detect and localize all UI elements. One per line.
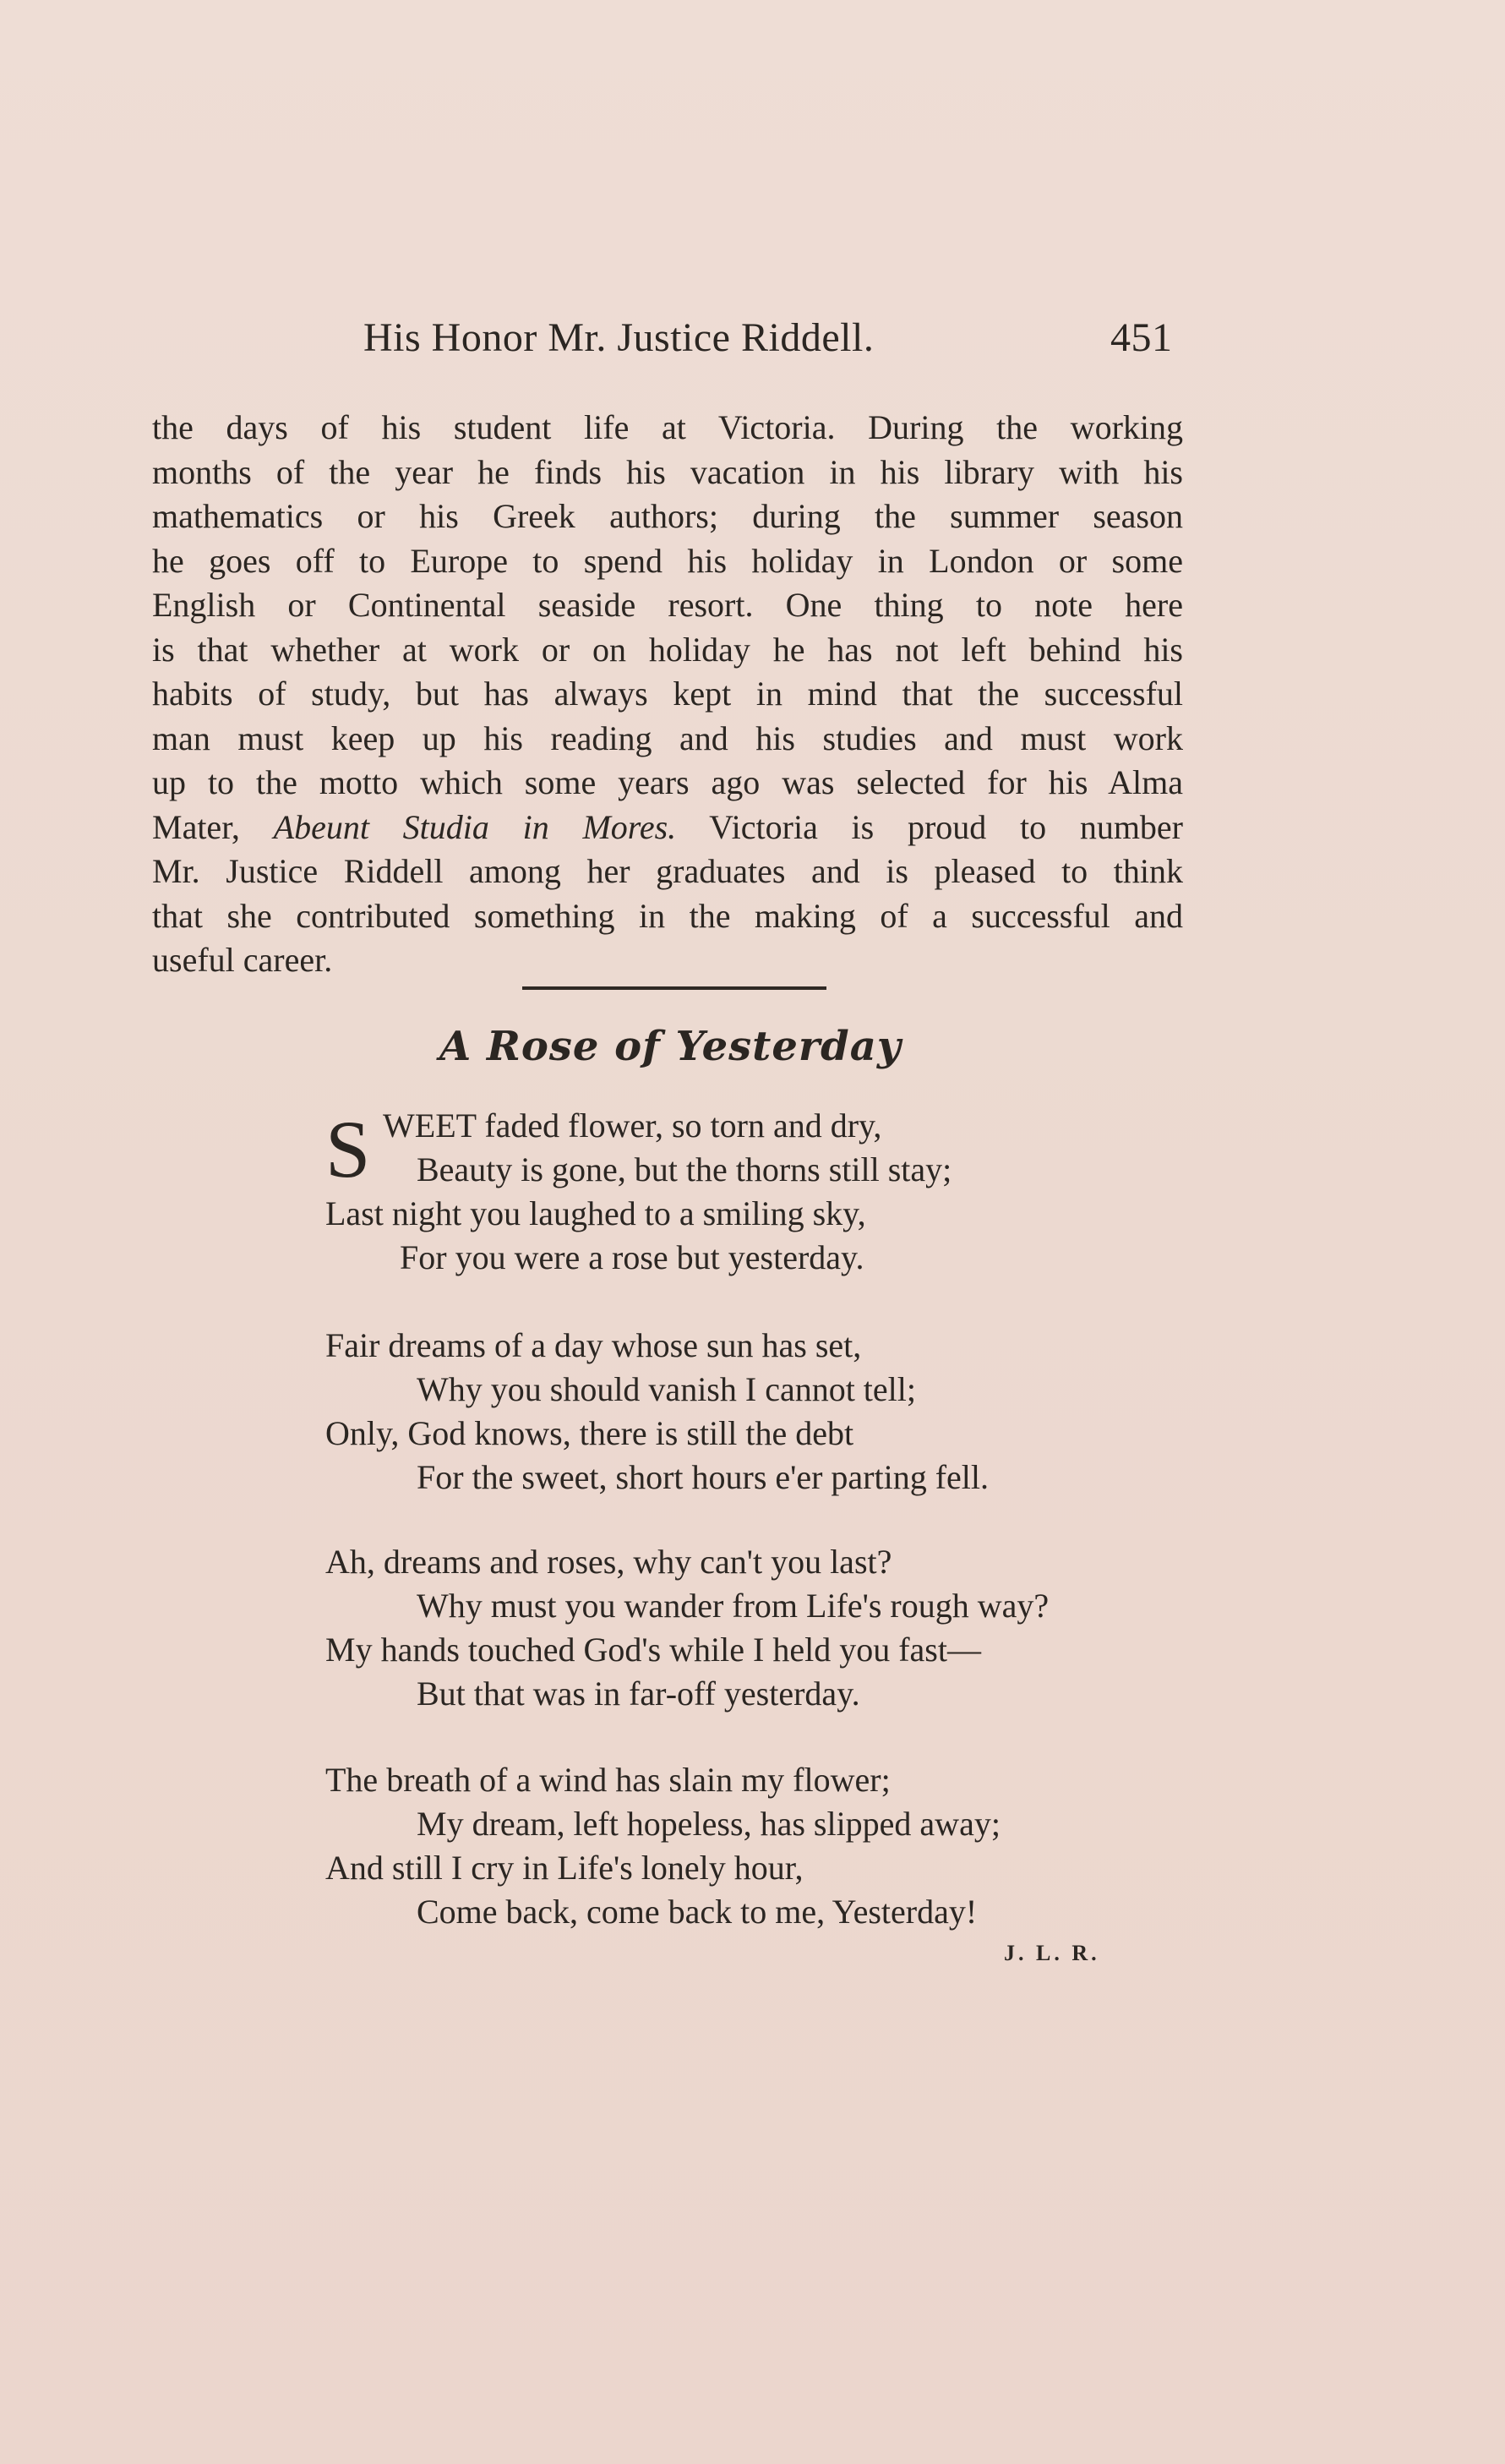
poem-line: WEET faded flower, so torn and dry,: [383, 1106, 882, 1145]
poem-stanza-2: [325, 1324, 1170, 1500]
poem-line: Only, God knows, there is still the debt: [325, 1414, 854, 1452]
poem-line: For the sweet, short hours e'er parting fell.: [417, 1458, 990, 1496]
running-head-title: His Honor Mr. Justice Riddell.: [363, 315, 875, 360]
poem-stanza-3: [325, 1540, 1170, 1716]
prose-line: mathematics or his Greek authors; during the summer season: [152, 497, 1183, 535]
prose-line: is that whether at work or on holiday he has not left behind his: [152, 630, 1183, 669]
prose-paragraph: [152, 406, 1183, 983]
poem-stanza-1: [325, 1104, 1170, 1280]
poem-title: A Rose of Yesterday: [439, 1023, 902, 1070]
motto-prefix: Mater,: [152, 807, 274, 846]
prose-line: that she contributed something in the making of a successful and: [152, 896, 1183, 935]
poem-line: For you were a rose but yesterday.: [400, 1238, 864, 1276]
poem-line: And still I cry in Life's lonely hour,: [325, 1849, 804, 1887]
poem-line: Why must you wander from Life's rough way?: [417, 1587, 1050, 1625]
poem-stanza-4: [325, 1758, 1170, 1934]
poem-line: My dream, left hopeless, has slipped away;: [417, 1805, 1001, 1843]
author-initials: J. L. R.: [1004, 1941, 1100, 1965]
prose-line: useful career.: [152, 941, 333, 979]
prose-line: months of the year he finds his vacation in his library with his: [152, 452, 1183, 491]
motto-suffix: Victoria is proud to number: [676, 807, 1184, 846]
poem-line: Fair dreams of a day whose sun has set,: [325, 1326, 862, 1364]
page-number: 451: [1110, 315, 1173, 360]
prose-line: English or Continental seaside resort. One thing to note here: [152, 586, 1183, 624]
prose-line: man must keep up his reading and his studies and must work: [152, 718, 1183, 757]
prose-line: up to the motto which some years ago was selected for his Alma: [152, 763, 1183, 801]
prose-line: he goes off to Europe to spend his holiday in London or some: [152, 541, 1183, 580]
alma-mater-motto: Abeunt Studia in Mores.: [273, 807, 677, 846]
section-divider: [522, 986, 826, 990]
poem-line: The breath of a wind has slain my flower;: [325, 1761, 891, 1799]
poem-line: Beauty is gone, but the thorns still stay;: [417, 1150, 952, 1188]
prose-line-motto: [152, 806, 1183, 850]
poem-line: Last night you laughed to a smiling sky,: [325, 1194, 866, 1232]
poem-line: Why you should vanish I cannot tell;: [417, 1370, 917, 1408]
drop-cap: S: [325, 1104, 371, 1194]
prose-line: habits of study, but has always kept in mind that the successful: [152, 675, 1183, 713]
poem-line: But that was in far-off yesterday.: [417, 1675, 860, 1713]
poem-line: Ah, dreams and roses, why can't you last?: [325, 1543, 892, 1581]
poem-line: Come back, come back to me, Yesterday!: [417, 1893, 978, 1931]
prose-line: Mr. Justice Riddell among her graduates and is pleased to think: [152, 852, 1183, 890]
prose-line: the days of his student life at Victoria. During the working: [152, 408, 1183, 446]
poem-line: My hands touched God's while I held you fast—: [325, 1631, 981, 1669]
